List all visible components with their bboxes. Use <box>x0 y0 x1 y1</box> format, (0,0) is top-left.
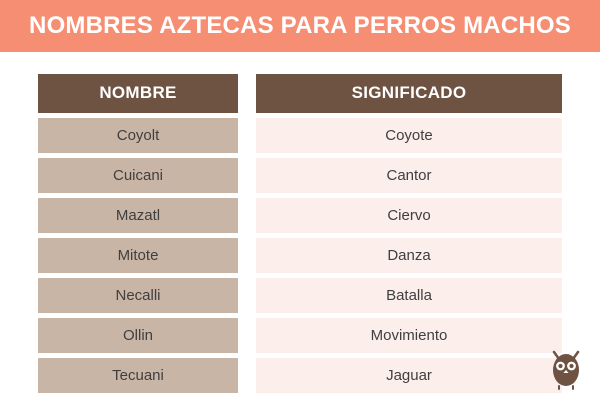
table-cell-nombre: Mazatl <box>38 198 238 233</box>
table-cell-significado: Batalla <box>256 278 562 313</box>
title-banner <box>0 0 600 52</box>
page-title: NOMBRES AZTECAS PARA PERROS MACHOS <box>29 12 571 39</box>
table-cell-significado: Danza <box>256 238 562 273</box>
table-cell-significado: Coyote <box>256 118 562 153</box>
table-cell-nombre: Cuicani <box>38 158 238 193</box>
table-cell-nombre: Mitote <box>38 238 238 273</box>
table-cell-significado: Ciervo <box>256 198 562 233</box>
table-cell-significado: Cantor <box>256 158 562 193</box>
table-cell-significado: Jaguar <box>256 358 562 393</box>
column-significado <box>256 74 562 393</box>
table-cell-significado: Movimiento <box>256 318 562 353</box>
table-cell-nombre: Necalli <box>38 278 238 313</box>
names-table <box>0 52 600 393</box>
owl-logo-icon <box>546 346 586 390</box>
table-cell-nombre: Coyolt <box>38 118 238 153</box>
column-header-nombre: NOMBRE <box>38 74 238 113</box>
table-cell-nombre: Ollin <box>38 318 238 353</box>
column-header-significado: SIGNIFICADO <box>256 74 562 113</box>
column-nombre <box>38 74 238 393</box>
table-cell-nombre: Tecuani <box>38 358 238 393</box>
